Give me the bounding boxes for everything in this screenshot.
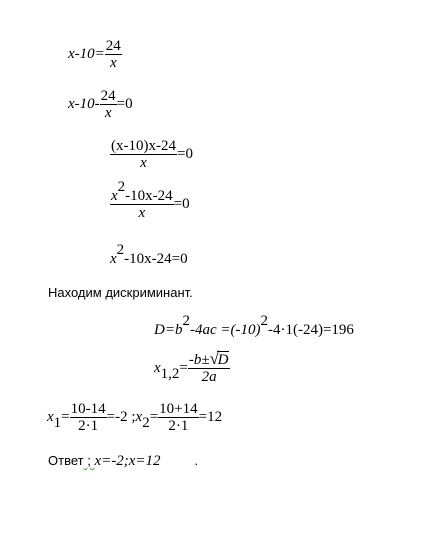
answer-label: Ответ <box>48 453 84 468</box>
x2-sub: 2 <box>142 414 150 431</box>
eq5-var: x <box>110 251 117 267</box>
eq3-numerator: (x-10)x-24 <box>111 138 176 154</box>
discriminant-formula <box>154 313 354 339</box>
roots-formula <box>154 349 230 385</box>
disc-exp-2: 2 <box>260 313 268 329</box>
roots-formula-sub: 1,2 <box>160 365 180 382</box>
eq2-rhs: =0 <box>116 95 133 112</box>
eq2-denominator: x <box>104 105 112 121</box>
eq1-lhs: x-10= <box>68 45 105 62</box>
discriminant-heading: Находим дискриминант. <box>48 285 193 300</box>
eq4-denominator: x <box>138 205 146 221</box>
x1-fraction <box>70 401 107 434</box>
equation-1 <box>68 38 122 71</box>
roots-formula-var: x <box>154 359 161 376</box>
eq1-denominator: x <box>109 55 117 71</box>
disc-pre: D=b <box>154 322 183 338</box>
x1-var: x <box>47 408 54 425</box>
eq2-numerator: 24 <box>100 88 116 104</box>
equation-5 <box>110 242 188 268</box>
x2-fraction <box>158 401 198 434</box>
disc-post: -4·1(-24)=196 <box>267 322 354 338</box>
x1-sub: 1 <box>53 414 62 431</box>
eq3-denominator: x <box>140 155 147 171</box>
roots-formula-eq: = <box>179 359 188 376</box>
roots-formula-fraction <box>188 349 231 385</box>
answer-separator: ; <box>83 453 95 468</box>
x2-var: x <box>135 408 143 425</box>
equation-4 <box>110 179 190 221</box>
eq1-numerator: 24 <box>105 38 121 54</box>
answer-line <box>48 453 198 470</box>
equation-2 <box>68 88 133 121</box>
eq1-fraction <box>105 38 122 71</box>
sqrt-symbol: √ D <box>209 349 229 368</box>
eq4-rhs: =0 <box>173 195 190 212</box>
eq3-rhs: =0 <box>176 145 193 162</box>
eq4-fraction <box>110 179 174 221</box>
x1-numerator: 10-14 <box>70 401 106 417</box>
x1-denominator: 2·1 <box>78 418 99 434</box>
x2-denominator: 2·1 <box>168 418 189 434</box>
answer-value: x=-2;x=12 <box>94 453 161 469</box>
eq2-fraction <box>100 88 117 121</box>
equation-3 <box>110 138 193 171</box>
eq4-numerator: x2-10x-24 <box>111 179 173 204</box>
x2-eq: = <box>149 408 159 425</box>
roots-values <box>47 401 222 434</box>
eq5-rest: -10x-24=0 <box>124 251 188 267</box>
roots-formula-numerator: -b± √ D <box>188 349 229 368</box>
eq2-lhs: x-10- <box>68 95 100 112</box>
disc-exp-1: 2 <box>182 313 190 329</box>
roots-formula-denominator: 2a <box>201 369 217 385</box>
eq5-exponent: 2 <box>116 242 125 258</box>
x1-eq: = <box>61 408 70 425</box>
disc-mid: -4ac =(-10) <box>189 322 261 338</box>
answer-dot: . <box>194 453 199 468</box>
x2-numerator: 10+14 <box>159 401 198 417</box>
x2-value: =12 <box>198 408 223 425</box>
eq3-fraction <box>110 138 177 171</box>
x1-value: =-2 ; <box>106 408 136 425</box>
